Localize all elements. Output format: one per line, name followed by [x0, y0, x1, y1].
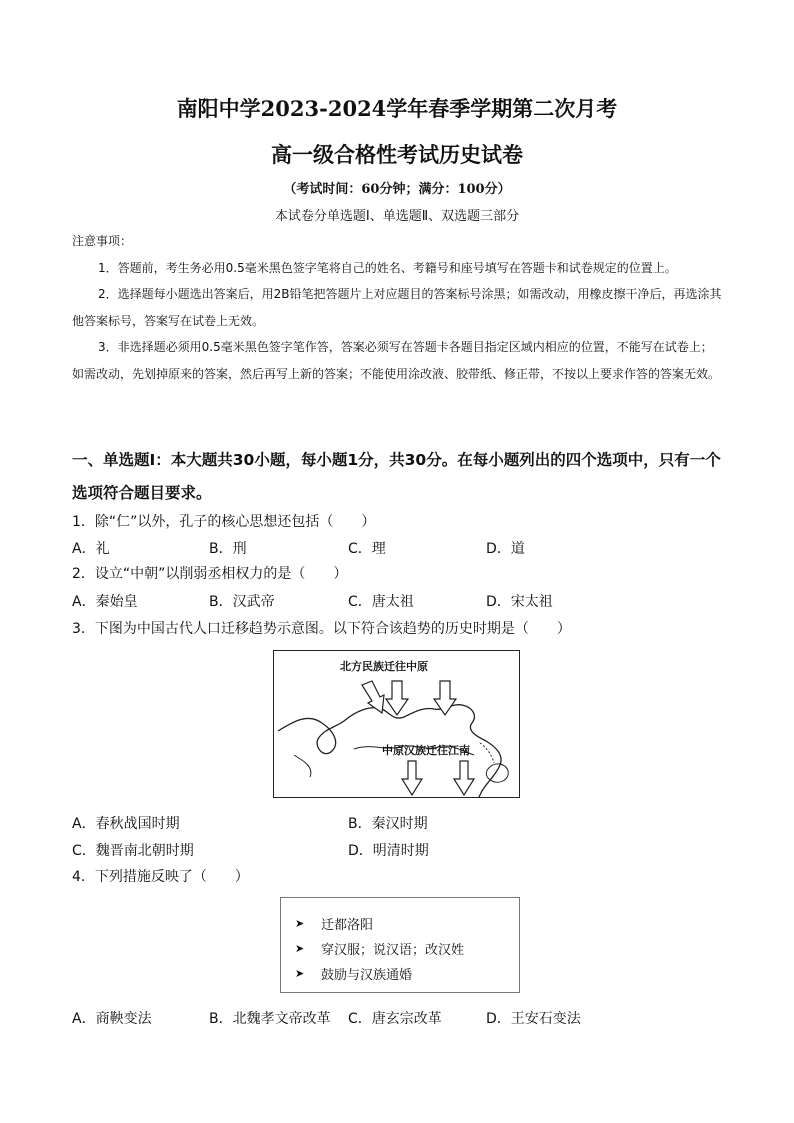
question-4-stem: 4．下列措施反映了（ ）: [72, 869, 249, 885]
arrow-down-icon: [454, 761, 474, 795]
bullet-arrow-icon: ➤: [295, 942, 305, 955]
north-arrows: [362, 681, 456, 715]
q1-option-d: D．道: [486, 541, 525, 557]
dotted-route: [480, 743, 494, 763]
question-1-stem: 1．除“仁”以外，孔子的核心思想还包括（ ）: [72, 514, 376, 530]
map-label-north: 北方民族迁往中原: [340, 660, 428, 673]
measure-item-1: 迁都洛阳: [321, 918, 374, 933]
arrow-down-icon: [386, 681, 408, 715]
notice-item-2: 2．选择题每小题选出答案后，用2B铅笔把答题片上对应题目的答案标号涂黑；如需改动，用橡皮擦干净后，再选涂其他答案标号，答案写在试卷上无效。: [72, 287, 722, 328]
notice-block: [72, 228, 722, 387]
q2-option-d: D．宋太祖: [486, 594, 553, 610]
q4-option-b: B．北魏孝文帝改革: [209, 1011, 331, 1027]
notice-heading: 注意事项：: [72, 234, 133, 248]
exam-title-line1: 南阳中学2023-2024学年春季学期第二次月考: [176, 96, 618, 121]
section-heading: 一、单选题Ⅰ：本大题共30小题，每小题1分，共30分。在每小题列出的四个选项中，只有一个选项符合题目要求。: [72, 451, 721, 502]
inland-line: [294, 755, 311, 777]
notice-item-1: 1．答题前，考生务必用0.5毫米黑色签字笔将自己的姓名、考籍号和座号填写在答题卡和试卷规定的位置上。: [98, 260, 677, 275]
q4-option-d: D．王安石变法: [486, 1011, 581, 1027]
q4-option-a: A．商鞅变法: [72, 1011, 152, 1027]
measure-item-2: 穿汉服；说汉语；改汉姓: [321, 943, 465, 958]
bullet-arrow-icon: ➤: [295, 917, 305, 930]
q4-option-c: C．唐玄宗改革: [348, 1011, 442, 1027]
migration-map: [273, 650, 520, 798]
arrow-down-icon: [402, 761, 422, 795]
exam-info: （考试时间：60分钟；满分：100分）: [283, 182, 511, 197]
structure-note: 本试卷分单选题Ⅰ、单选题Ⅱ、双选题三部分: [274, 209, 520, 224]
q1-option-b: B．刑: [209, 541, 247, 557]
q2-option-b: B．汉武帝: [209, 594, 275, 610]
bullet-arrow-icon: ➤: [295, 967, 305, 980]
q1-option-a: A．礼: [72, 541, 110, 557]
south-arrows: [402, 761, 474, 795]
measures-box: [280, 897, 520, 993]
map-label-south: 中原汉族迁往江南: [382, 744, 470, 757]
q1-option-c: C．理: [348, 541, 386, 557]
measure-item-3: 鼓励与汉族通婚: [321, 968, 413, 983]
q2-option-a: A．秦始皇: [72, 594, 138, 610]
exam-title-line2: 高一级合格性考试历史试卷: [271, 142, 523, 167]
q3-option-b: B．秦汉时期: [348, 816, 428, 832]
q3-option-d: D．明清时期: [348, 843, 429, 859]
island-shape: [486, 764, 508, 782]
q2-option-c: C．唐太祖: [348, 594, 414, 610]
q3-option-a: A．春秋战国时期: [72, 816, 180, 832]
question-2-stem: 2．设立“中朝”以削弱丞相权力的是（ ）: [72, 566, 348, 582]
question-3-stem: 3．下图为中国古代人口迁移趋势示意图。以下符合该趋势的历史时期是（ ）: [72, 621, 571, 637]
q3-option-c: C．魏晋南北朝时期: [72, 843, 194, 859]
notice-item-3: 3．非选择题必须用0.5毫米黑色签字笔作答，答案必须写在答题卡各题目指定区域内相应的位置，不能写在试卷上；如需改动，先划掉原来的答案，然后再写上新的答案；不能使用涂改液、胶带纸、修正带，不按以上要求作答的答案无效。: [72, 340, 721, 381]
